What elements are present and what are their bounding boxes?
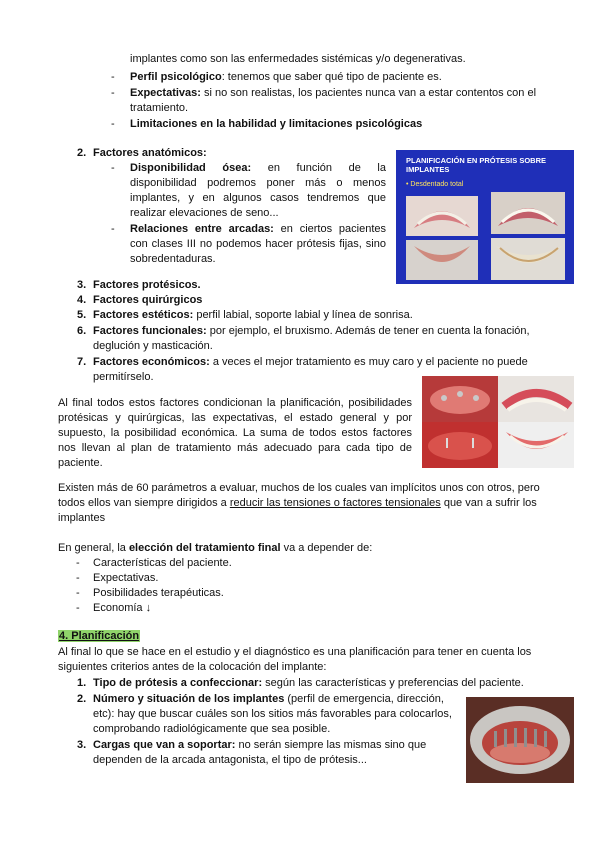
bullet-dash: -: [111, 87, 115, 99]
bullet-dash: -: [76, 602, 80, 614]
list-number: 1.: [77, 677, 87, 689]
disponibilidad-osea: Disponibilidad ósea: en función de la disponibilidad podremos poner más o menos implantes, y en algunos casos tendremos que realizar elevaciones de seno...: [130, 162, 386, 219]
list-number: 3.: [77, 739, 87, 751]
factores-economicos: Factores económicos: a veces el mejor tratamiento es muy caro y el paciente no puede: [93, 356, 528, 368]
continuation-line: implantes como son las enfermedades sistémicas y/o degenerativas.: [130, 53, 466, 65]
list-number: 7.: [77, 356, 87, 368]
factores-protesicos: Factores protésicos.: [93, 279, 201, 291]
slide-image: [396, 150, 574, 284]
limitaciones-item: Limitaciones en la habilidad y limitaciones psicológicas: [130, 118, 423, 130]
slide-title: PLANIFICACIÓN EN PRÓTESIS SOBRE IMPLANTES: [406, 156, 547, 174]
eleccion-item: Expectativas.: [93, 572, 159, 584]
list-number: 6.: [77, 325, 87, 337]
relaciones-arcadas: Relaciones entre arcadas: en ciertos pacientes con clases III no podemos hacer prótesis fijas, sino sobredentaduras.: [130, 223, 386, 265]
expectativas-item-cont: tratamiento.: [130, 102, 189, 114]
factores-quirurgicos: Factores quirúrgicos: [93, 294, 203, 306]
factores-funcionales-cont: deglución y masticación.: [93, 340, 213, 352]
bullet-dash: -: [111, 71, 115, 83]
section-heading: 4. Planificación: [59, 630, 140, 642]
planificacion-intro: Al final lo que se hace en el estudio y el diagnóstico es una planificación para tener en cuenta los siguientes criterios antes de la colocación del implante:: [58, 646, 532, 673]
factores-economicos-cont: permitírselo.: [93, 371, 154, 383]
implants-photo-graphic: [466, 697, 574, 783]
list-number: 5.: [77, 309, 87, 321]
list-number: 2.: [77, 693, 87, 705]
eleccion-item: Posibilidades terapéuticas.: [93, 587, 224, 599]
cargas-item: Cargas que van a soportar: no serán siempre las mismas sino que dependen de la arcada antagonista, el tipo de prótesis...: [93, 739, 427, 766]
bullet-dash: -: [76, 587, 80, 599]
factores-esteticos: Factores estéticos: perfil labial, soporte labial y línea de sonrisa.: [93, 309, 413, 321]
clinical-photos-graphic: [422, 376, 574, 468]
eleccion-paragraph: En general, la elección del tratamiento final va a depender de:: [58, 542, 373, 554]
list-number: 4.: [77, 294, 87, 306]
list-number: 2.: [77, 147, 87, 159]
eleccion-item: Características del paciente.: [93, 557, 232, 569]
bullet-dash: -: [111, 118, 115, 130]
expectativas-item: Expectativas: si no son realistas, los pacientes nunca van a estar contentos con el: [130, 87, 537, 99]
implants-photo: [466, 697, 574, 783]
factores-funcionales: Factores funcionales: por ejemplo, el bruxismo. Además de tener en cuenta la fonación,: [93, 325, 530, 337]
eleccion-item: Economía ↓: [93, 602, 152, 614]
bullet-dash: -: [76, 557, 80, 569]
slide-bullet: • Desdentado total: [406, 181, 464, 188]
summary-paragraph: Al final todos estos factores condicionan la planificación, posibilidades protésicas y quirúrgicas, las expectativas, el estado general y por supuesto, la posibilidad económica. La suma de todos estos factores nos llevan al plan de tratamiento más adecuado para cada tipo de paciente.: [58, 397, 412, 469]
factores-anatomicos-title: Factores anatómicos:: [93, 147, 207, 159]
tipo-protesis-item: Tipo de prótesis a confeccionar: según las características y preferencias del paciente.: [93, 677, 524, 689]
bullet-dash: -: [111, 223, 115, 235]
clinical-photos: [422, 376, 574, 468]
numero-implantes-item: Número y situación de los implantes (perfil de emergencia, dirección, etc): hay que buscar cuáles son los sitios más favorables para colocarlos, comprobando radiológicamente que sea posible.: [93, 693, 452, 735]
parametros-paragraph: Existen más de 60 parámetros a evaluar, muchos de los cuales van implícitos unos con otros, pero todos ellos van siempre dirigidos a reducir las tensiones o factores tensionales que van a sufrir los implantes: [58, 482, 540, 524]
dental-photos: [396, 150, 574, 284]
perfil-psicologico-item: Perfil psicológico: tenemos que saber qué tipo de paciente es.: [130, 71, 442, 83]
bullet-dash: -: [76, 572, 80, 584]
list-number: 3.: [77, 279, 87, 291]
bullet-dash: -: [111, 162, 115, 174]
